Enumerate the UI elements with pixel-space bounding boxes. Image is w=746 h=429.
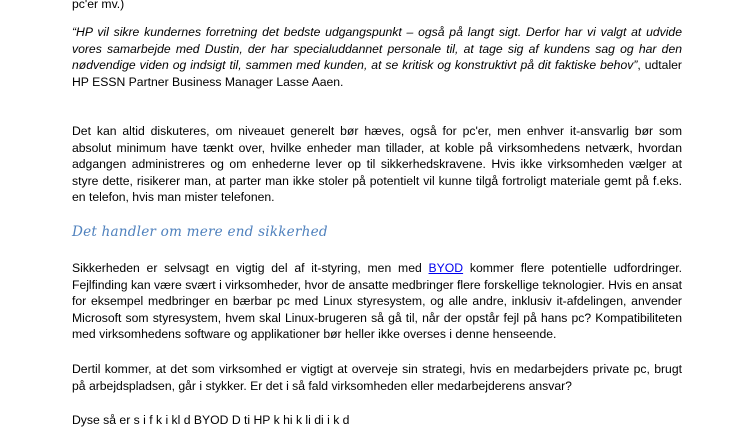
- quote-attribution: , udtaler HP ESSN Partner Business Manager Lasse Aaen.: [72, 58, 682, 89]
- quote-paragraph: [72, 24, 682, 90]
- top-fragment-text: pc'er mv.): [72, 0, 125, 11]
- byod-link[interactable]: BYOD: [428, 261, 464, 275]
- paragraph-cut-off: Dyse så er s i f k i kl d BYOD D ti HP k hi k li di i k d: [72, 413, 350, 427]
- paragraph-byod-text-before: Sikkerheden er selvsagt en vigtig del af it-styring, men med: [72, 261, 429, 275]
- paragraph-responsibility: Dertil kommer, at det som virksomhed er vigtigt at overveje sin strategi, hvis en medarbejders private pc, brugt på arbejdspladsen, går i stykker. Er det i så fald virksomheden eller medarbejderens ansvar?: [72, 362, 682, 393]
- paragraph-access-control: Det kan altid diskuteres, om niveauet generelt bør hæves, også for pc'er, men enhver it-ansvarlig bør som absolut minimum have tænkt over, hvilke enheder man tillader, at koble på virksomhedens netværk, hvordan adgangen administreres og om enhederne lever op til sikkerhedskravene. Hvis ikke virksomheden vælger at styre dette, risikerer man, at parter man ikke stoler på potentielt vil kunne tilgå fortroligt materiale gemt på f.eks. en telefon, hvis man mister telefonen.: [72, 124, 682, 205]
- paragraph-byod-text-after: kommer flere potentielle udfordringer. Fejlfinding kan være svært i virksomheder, hvor de ansatte medbringer flere forskellige teknologier. Hvis en ansat for eksempel medbringer en bærbar pc med Linux styresystem, og alle andre, inklusiv it-afdelingen, anvender Microsoft som styresystem, hvem skal Linux-brugeren så gå til, når der opstår fejl på hans pc? Kompatibiliteten med virksomhedens software og applikationer bør heller ikke overses i denne henseende.: [72, 261, 682, 342]
- quote-italic-text: “HP vil sikre kundernes forretning det bedste udgangspunkt – også på langt sigt. Derfor har vi valgt at udvide vores samarbejde med Dustin, der har specialuddannet personale til, at tage sig af kundens sag og har den nødvendige viden og indsigt til, sammen med kunden, at se kritisk og konstruktivt på dit faktiske behov”: [72, 25, 682, 73]
- section-heading: Det handler om mere end sikkerhed: [72, 224, 328, 240]
- paragraph-byod: [72, 260, 682, 343]
